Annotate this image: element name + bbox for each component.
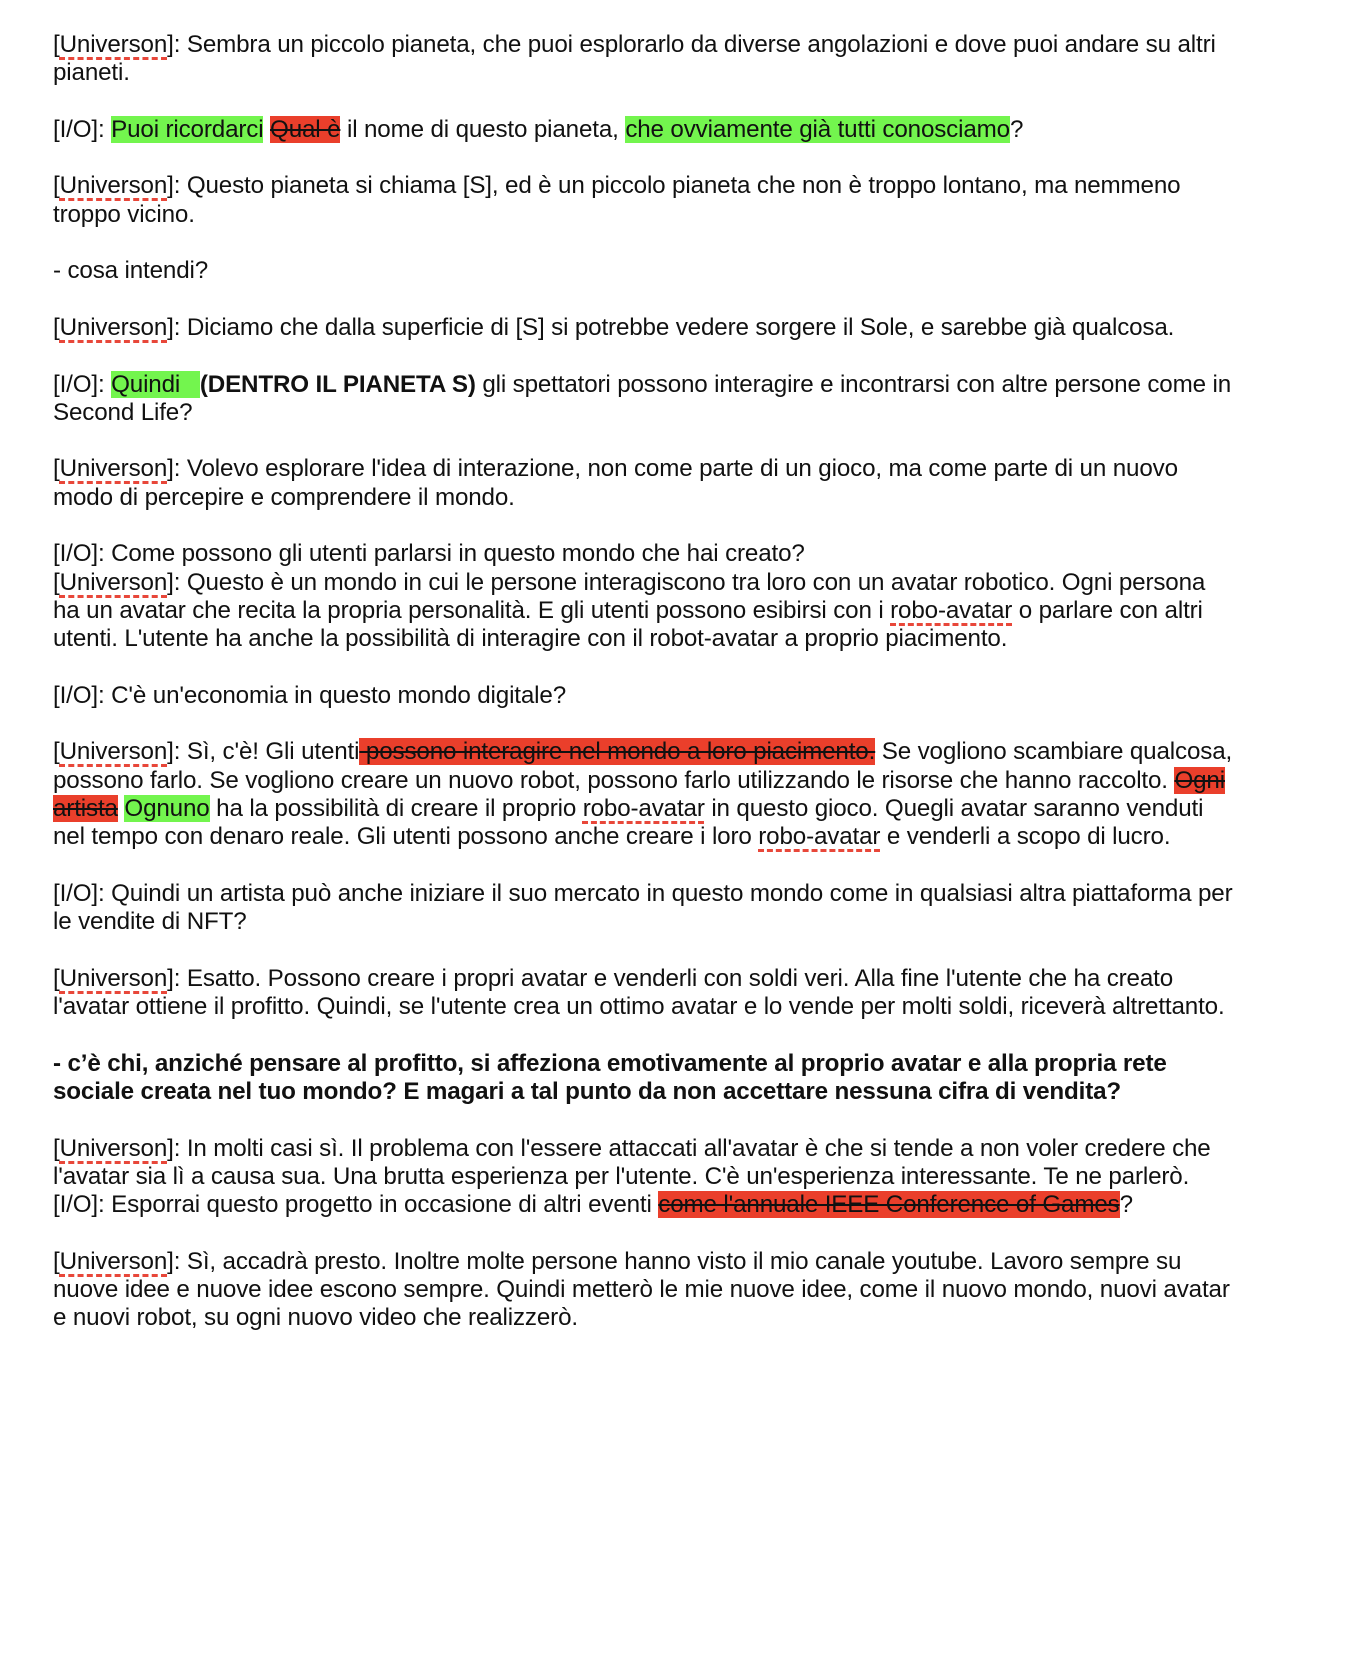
bold-text: (DENTRO IL PIANETA S)	[199, 370, 476, 398]
paragraph-question-2	[53, 1050, 1233, 1107]
paragraph-text: : Questo pianeta si chiama [S], ed è un piccolo pianeta che non è troppo lontano, ma nemmeno troppo vicino.	[53, 172, 1181, 228]
separator: :	[97, 370, 112, 398]
paragraph-text: : Sembra un piccolo pianeta, che puoi esplorarlo da diverse angolazioni e dove puoi andare su altri pianeti.	[53, 31, 1216, 87]
paragraph-text: : In molti casi sì. Il problema con l'essere attaccati all'avatar è che si tende a non voler credere che l'avatar sia lì a causa sua. Una brutta esperienza per l'utente. C'è un'esperienza interessante. Te ne parlerò.	[53, 1134, 1211, 1190]
paragraph-universon-2: [Universon]: Questo pianeta si chiama [S], ed è un piccolo pianeta che non è troppo lontano, ma nemmeno troppo vicino.	[53, 172, 1181, 228]
inserted-text[interactable]: Quindi	[111, 370, 200, 398]
paragraph-text: ?	[1119, 1191, 1133, 1219]
speaker-io: I/O	[59, 1191, 92, 1219]
paragraph-text: : Diciamo che dalla superficie di [S] si potrebbe vedere sorgere il Sole, e sarebbe già qualcosa.	[173, 313, 1175, 341]
paragraph-universon-1: [Universon]: Sembra un piccolo pianeta, che puoi esplorarlo da diverse angolazioni e dove puoi andare su altri pianeti.	[53, 31, 1216, 87]
paragraph-io-3: [I/O]: Come possono gli utenti parlarsi in questo mondo che hai creato?	[53, 540, 805, 568]
deleted-text[interactable]: Ogni artista	[53, 766, 1225, 823]
paragraph-io-6: [I/O]: Esporrai questo progetto in occasione di altri eventi come l'annuale IEEE Conference of Games?	[53, 1191, 1133, 1219]
paragraph-io-5: [I/O]: Quindi un artista può anche iniziare il suo mercato in questo mondo come in qualsiasi altra piattaforma per le vendite di NFT?	[53, 879, 1233, 936]
document-page	[53, 31, 1233, 1361]
speaker-universon[interactable]: Universon	[59, 964, 168, 992]
speaker-io: I/O	[59, 681, 92, 709]
paragraph-text: Se vogliono scambiare qualcosa, possono farlo. Se vogliono creare un nuovo robot, possono farlo utilizzando le risorse che hanno raccolto.	[53, 738, 1233, 794]
paragraph-text: : Sì, accadrà presto. Inoltre molte persone hanno visto il mio canale youtube. Lavoro sempre su nuove idee e nuove idee escono sempre. Quindi metterò le mie nuove idee, come il nuovo mondo, nuovi avatar e nuovi robot, su ogni nuovo video che realizzerò.	[53, 1247, 1230, 1332]
paragraph-text: il nome di questo pianeta,	[340, 115, 626, 143]
paragraph-universon-3: [Universon]: Diciamo che dalla superficie di [S] si potrebbe vedere sorgere il Sole, e sarebbe già qualcosa.	[53, 313, 1175, 341]
speaker-io: I/O	[59, 370, 92, 398]
misspelled-word[interactable]: robo-avatar	[890, 596, 1013, 624]
paragraph-universon-4: [Universon]: Volevo esplorare l'idea di interazione, non come parte di un gioco, ma come parte di un nuovo modo di percepire e comprendere il mondo.	[53, 455, 1178, 511]
inserted-text[interactable]: Ognuno	[124, 795, 210, 823]
speaker-universon[interactable]: Universon	[59, 568, 168, 596]
paragraph-text: in questo gioco. Quegli avatar saranno venduti nel tempo con denaro reale. Gli utenti possono anche creare i loro	[53, 795, 1204, 851]
paragraph-text: - c’è chi, anziché pensare al profitto, si affeziona emotivamente al proprio avatar e alla propria rete sociale creata nel tuo mondo? E magari a tal punto da non accettare nessuna cifra di vendita?	[53, 1049, 1167, 1105]
speaker-universon[interactable]: Universon	[59, 313, 168, 341]
paragraph-universon-9: [Universon]: Sì, accadrà presto. Inoltre molte persone hanno visto il mio canale youtube. Lavoro sempre su nuove idee e nuove idee escono sempre. Quindi metterò le mie nuove idee, come il nuovo mondo, nuovi avatar e nuovi robot, su ogni nuovo video che realizzerò.	[53, 1247, 1230, 1332]
paragraph-question-1	[53, 257, 1233, 285]
paragraph-text: : Esatto. Possono creare i propri avatar e venderli con soldi veri. Alla fine l'utente che ha creato l'avatar ottiene il profitto. Quindi, se l'utente crea un ottimo avatar e lo vende per molti soldi, riceverà altrettanto.	[53, 964, 1225, 1021]
deleted-text[interactable]: possono interagire nel mondo a loro piacimento.	[359, 738, 876, 766]
paragraph-text: ha la possibilità di creare il proprio	[209, 795, 583, 823]
deleted-text[interactable]: come l'annuale IEEE Conference of Games	[658, 1191, 1120, 1219]
paragraph-text: : Quindi un artista può anche iniziare il suo mercato in questo mondo come in qualsiasi altra piattaforma per le vendite di NFT?	[53, 879, 1233, 936]
paragraph-text: : Questo è un mondo in cui le persone interagiscono tra loro con un avatar robotico. Ogni persona ha un avatar che recita la propria personalità. E gli utenti possono esibirsi con i	[53, 568, 1206, 624]
paragraph-text: e venderli a scopo di lucro.	[880, 823, 1171, 851]
speaker-universon[interactable]: Universon	[59, 738, 168, 766]
paragraph-io-4: [I/O]: C'è un'economia in questo mondo digitale?	[53, 681, 566, 709]
paragraph-text: : Come possono gli utenti parlarsi in questo mondo che hai creato?	[97, 540, 805, 568]
paragraph-text: - cosa intendi?	[53, 257, 209, 285]
paragraph-universon-8: [Universon]: In molti casi sì. Il problema con l'essere attaccati all'avatar è che si tende a non voler credere che l'avatar sia lì a causa sua. Una brutta esperienza per l'utente. C'è un'esperienza interessante. Te ne parlerò.	[53, 1134, 1211, 1190]
paragraph-text: gli spettatori possono interagire e incontrarsi con altre persone come in Second Life?	[53, 370, 1231, 426]
separator: :	[97, 115, 112, 143]
speaker-universon[interactable]: Universon	[59, 1134, 168, 1162]
paragraph-io-1: [I/O]: Puoi ricordarci Qual è il nome di questo pianeta, che ovviamente già tutti conosciamo?	[53, 115, 1024, 143]
paragraph-universon-6: [Universon]: Sì, c'è! Gli utenti possono interagire nel mondo a loro piacimento. Se vogliono scambiare qualcosa, possono farlo. Se vogliono creare un nuovo robot, possono farlo utilizzando le risorse che hanno raccolto. Ogni artista Ognuno ha la possibilità di creare il proprio robo-avatar in questo gioco. Quegli avatar saranno venduti nel tempo con denaro reale. Gli utenti possono anche creare i loro robo-avatar e venderli a scopo di lucro.	[53, 738, 1233, 851]
inserted-text[interactable]: che ovviamente già tutti conosciamo	[625, 115, 1010, 143]
paragraph-io-2: [I/O]: Quindi (DENTRO IL PIANETA S) gli spettatori possono interagire e incontrarsi con altre persone come in Second Life?	[53, 370, 1231, 426]
speaker-io: I/O	[59, 879, 92, 907]
paragraph-text: : C'è un'economia in questo mondo digitale?	[97, 681, 566, 709]
paragraph-text: : Esporrai questo progetto in occasione di altri eventi	[97, 1191, 659, 1219]
paragraph-universon-7: [Universon]: Esatto. Possono creare i propri avatar e venderli con soldi veri. Alla fine l'utente che ha creato l'avatar ottiene il profitto. Quindi, se l'utente crea un ottimo avatar e lo vende per molti soldi, riceverà altrettanto.	[53, 964, 1225, 1021]
paragraph-text: ?	[1009, 115, 1024, 143]
speaker-io: I/O	[59, 540, 92, 568]
inserted-text[interactable]: Puoi ricordarci	[111, 115, 264, 143]
speaker-universon[interactable]: Universon	[59, 31, 168, 58]
misspelled-word[interactable]: robo-avatar	[758, 823, 881, 851]
speaker-universon[interactable]: Universon	[59, 1247, 168, 1275]
speaker-universon[interactable]: Universon	[59, 455, 168, 483]
paragraph-text: : Sì, c'è! Gli utenti	[173, 738, 360, 766]
speaker-io: I/O	[59, 115, 92, 143]
speaker-universon[interactable]: Universon	[59, 172, 168, 200]
misspelled-word[interactable]: robo-avatar	[582, 795, 705, 823]
deleted-text[interactable]: Qual è	[270, 115, 341, 143]
paragraph-universon-5: [Universon]: Questo è un mondo in cui le persone interagiscono tra loro con un avatar robotico. Ogni persona ha un avatar che recita la propria personalità. E gli utenti possono esibirsi con i robo-avatar o parlare con altri utenti. L'utente ha anche la possibilità di interagire con il robot-avatar a proprio piacimento.	[53, 568, 1206, 653]
paragraph-text: : Volevo esplorare l'idea di interazione, non come parte di un gioco, ma come parte di un nuovo modo di percepire e comprendere il mondo.	[53, 455, 1178, 511]
paragraph-text: o parlare con altri utenti. L'utente ha anche la possibilità di interagire con il robot-avatar a proprio piacimento.	[53, 596, 1203, 653]
